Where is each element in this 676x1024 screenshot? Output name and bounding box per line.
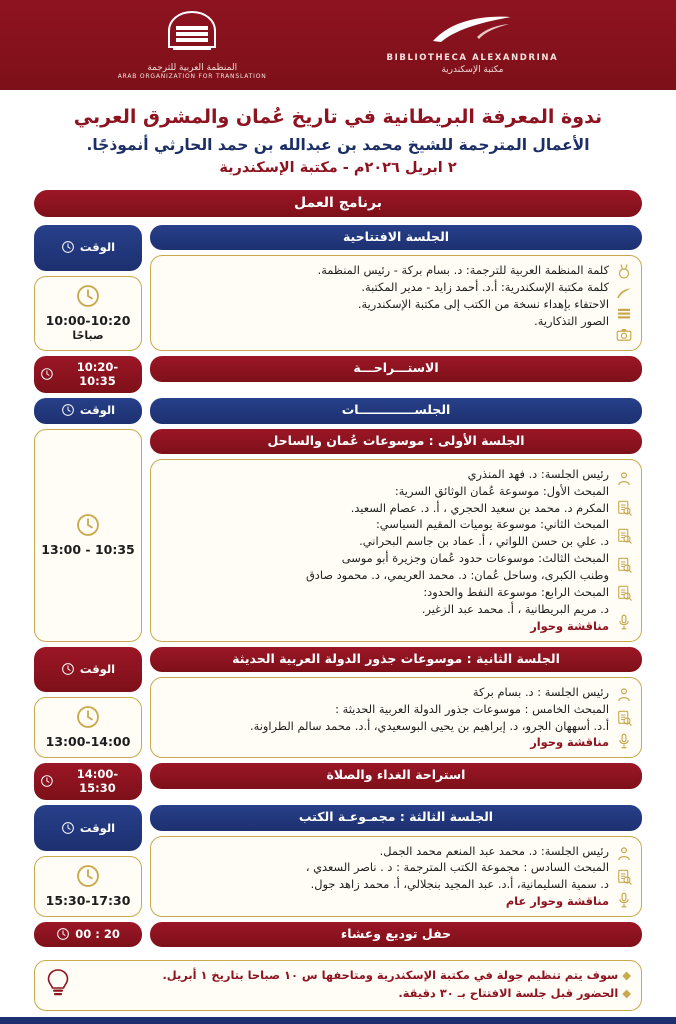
time-label-bar <box>34 647 142 693</box>
aot-name-en: ARAB ORGANIZATION FOR TRANSLATION <box>117 72 267 80</box>
chair-icon <box>615 845 633 863</box>
schedule-row <box>34 398 642 423</box>
time-value-panel <box>34 429 142 642</box>
session-lines <box>159 684 609 752</box>
schedule-row-time <box>34 763 142 800</box>
session-line: كلمة المنظمة العربية للترجمة: د. بسام بركة - رئيس المنظمة. <box>317 263 609 278</box>
schedule-row-time <box>34 647 142 759</box>
lightbulb-icon <box>45 968 71 1002</box>
bibliotheca-name-ar: مكتبة الإسكندرية <box>441 65 504 75</box>
event-date-venue: ٢ ابريل ٢٠٢٦م - مكتبة الإسكندرية <box>219 160 457 177</box>
clock-icon <box>75 512 101 538</box>
clock-icon <box>61 662 75 676</box>
logo-arab-organization-for-translation <box>118 11 267 80</box>
session-details-panel <box>150 677 642 759</box>
time-value-panel <box>34 697 142 758</box>
session-line: الاحتفاء بإهداء نسخة من الكتب إلى مكتبة الإسكندرية. <box>357 297 609 312</box>
arab-organization-icon <box>163 11 221 57</box>
schedule-row <box>34 763 642 800</box>
schedule-row-time <box>34 356 142 393</box>
schedule-row-time <box>34 398 142 423</box>
clock-icon <box>61 240 75 254</box>
aot-name-ar: المنظمة العربية للترجمة <box>147 62 238 73</box>
time-value: 10:00-10:20 صباحًا <box>45 312 131 343</box>
schedule-row-content <box>150 805 642 917</box>
schedule-row <box>34 225 642 351</box>
schedule-row-time <box>34 429 142 642</box>
session-line: أ.د. أسههان الجرو، د. إبراهيم بن يحيى البوسعيدي، أ.د. محمد سالم الطراونة. <box>250 718 609 733</box>
session-line: المكرم د. محمد بن سعيد الحجري ، أ. د. عصام السعيد. <box>350 500 609 515</box>
program-banner: برنامج العمل <box>34 190 642 217</box>
clock-icon <box>40 367 54 381</box>
poster-header <box>0 0 676 90</box>
schedule-row-content <box>150 429 642 642</box>
session-line: مناقشة وحوار <box>530 735 609 750</box>
schedule-row <box>34 805 642 917</box>
session-line: المبحث الرابع: موسوعة النفط والحدود: <box>423 584 609 599</box>
medal-icon <box>615 263 633 281</box>
doc-icon <box>615 868 633 886</box>
session-line: رئيس الجلسة: د. محمد عبد المنعم محمد الجمل. <box>379 843 609 858</box>
session-line: المبحث الخامس : موسوعات جذور الدولة العربية الحديثة : <box>335 701 609 716</box>
doc-icon <box>615 556 633 574</box>
session-line: د. علي بن حسن اللواتي ، أ. عماد بن جاسم البحراني. <box>359 534 609 549</box>
break-title-bar: استراحة الغداء والصلاة <box>150 763 642 788</box>
time-value-panel <box>34 276 142 352</box>
session-line: رئيس الجلسة: د. فهد المنذري <box>467 466 609 481</box>
break-time-bar <box>34 763 142 800</box>
session-line: المبحث الثالث: موسوعات حدود عُمان وجزيرة أبو موسى <box>341 551 609 566</box>
session-title-bar: الجلسة الافتتاحية <box>150 225 642 250</box>
session-line: كلمة مكتبة الإسكندرية: أ.د. أحمد زايد - مدير المكتبة. <box>361 280 609 295</box>
break-time-bar <box>34 356 142 393</box>
session-line: د. سمية السليمانية، أ.د. عبد المجيد بنجلالي، أ. محمد زاهد جول. <box>310 877 609 892</box>
time-label-bar <box>34 805 142 851</box>
page-title: ندوة المعرفة البريطانية في تاريخ عُمان والمشرق العربي <box>73 106 603 128</box>
note-line: ◆الحضور قبل جلسة الافتتاح بـ ٣٠ دقيقة. <box>398 985 631 1000</box>
session-lines <box>159 262 609 344</box>
session-line: مناقشة وحوار عام <box>505 894 609 909</box>
mic-icon <box>615 613 633 631</box>
schedule-row <box>34 647 642 759</box>
clock-icon <box>56 927 70 941</box>
note-line: ◆سوف يتم تنظيم جولة في مكتبة الإسكندرية ومتاحفها س ١٠ صباحا بتاريخ ١ أبريل. <box>162 968 631 983</box>
time-note: صباحًا <box>72 329 104 343</box>
bibliotheca-name-en: BIBLIOTHECA ALEXANDRINA <box>386 53 559 63</box>
session-title-bar: الجلسة الثالثة : مجمـوعـة الكتب <box>150 805 642 830</box>
time-value: 14:00-15:30 <box>76 767 119 796</box>
doc-icon <box>615 584 633 602</box>
clock-icon <box>75 283 101 309</box>
session-line: المبحث السادس : مجموعة الكتب المترجمة : د . ناصر السعدي ، <box>305 860 609 875</box>
time-value-panel <box>34 856 142 917</box>
chair-icon <box>615 470 633 488</box>
session-icons <box>615 466 633 635</box>
session-line: المبحث الأول: موسوعة عُمان الوثائق السرية: <box>394 483 609 498</box>
poster-footer <box>0 1017 676 1024</box>
session-icons <box>615 843 633 911</box>
time-value: 10:35 - 13:00 <box>41 541 135 557</box>
clock-icon <box>75 863 101 889</box>
schedule-row-content <box>150 763 642 800</box>
schedule <box>0 225 676 956</box>
time-label: الوقت <box>79 820 116 835</box>
session-line: مناقشة وحوار <box>530 618 609 633</box>
session-line: الصور التذكارية. <box>534 313 609 328</box>
time-label: الوقت <box>79 661 116 676</box>
break-title-bar: الاستـــراحـــة <box>150 356 642 381</box>
doc-icon <box>615 709 633 727</box>
time-value: 15:30-17:30 <box>45 893 131 909</box>
title-area <box>0 90 676 184</box>
notes-text <box>79 967 631 1002</box>
schedule-row-content <box>150 647 642 759</box>
schedule-row-time <box>34 922 142 947</box>
logo-bibliotheca-alexandrina <box>387 15 559 75</box>
schedule-row-content <box>150 356 642 393</box>
sessions-group-header: الجلســـــــــــــات <box>150 398 642 423</box>
schedule-row-time <box>34 805 142 917</box>
session-lines <box>159 466 609 635</box>
session-line: د. مريم البريطانية ، أ. محمد عبد الزغير. <box>421 601 609 616</box>
clock-icon <box>61 821 75 835</box>
session-line: المبحث الثاني: موسوعة يوميات المقيم السياسي: <box>375 517 609 532</box>
schedule-row <box>34 429 642 642</box>
clock-icon <box>40 774 54 788</box>
session-icons <box>615 262 633 344</box>
session-details-panel <box>150 836 642 918</box>
note-text: سوف يتم تنظيم جولة في مكتبة الإسكندرية ومتاحفها س ١٠ صباحا بتاريخ ١ أبريل. <box>162 968 619 983</box>
books-icon <box>615 305 633 323</box>
session-details-panel <box>150 255 642 351</box>
time-value: 20 : 00 <box>75 927 120 942</box>
doc-icon <box>615 499 633 517</box>
time-value: 10:20-10:35 <box>76 360 119 389</box>
session-title-bar: الجلسة الثانية : موسوعات جذور الدولة العربية الحديثة <box>150 647 642 672</box>
clock-icon <box>61 403 75 417</box>
time-label: الوقت <box>79 240 116 255</box>
session-line: رئيس الجلسة : د. بسام بركة <box>472 684 609 699</box>
chair-icon <box>615 686 633 704</box>
skyline-graphic <box>0 1017 676 1024</box>
session-icons <box>615 684 633 752</box>
session-details-panel <box>150 459 642 642</box>
schedule-row-time <box>34 225 142 351</box>
doc-icon <box>615 527 633 545</box>
page-subtitle: الأعمال المترجمة للشيخ محمد بن عبدالله بن حمد الحارثي أنموذجًا. <box>86 135 590 154</box>
time-label-bar <box>34 225 142 271</box>
session-line: وطنب الكبرى، وساحل عُمان: د. محمد العريمي، د. محمود صادق <box>305 568 609 583</box>
schedule-row-content <box>150 225 642 351</box>
schedule-row <box>34 922 642 947</box>
mic-icon <box>615 732 633 750</box>
time-label: الوقت <box>79 403 116 418</box>
bibliotheca-alexandrina-icon <box>429 15 515 49</box>
camera-icon <box>615 326 633 344</box>
schedule-row-content <box>150 398 642 423</box>
clock-icon <box>75 704 101 730</box>
break-title-bar: حفل توديع وعشاء <box>150 922 642 947</box>
break-time-bar <box>34 922 142 947</box>
library-icon <box>615 284 633 302</box>
mic-icon <box>615 891 633 909</box>
notes-box <box>34 960 642 1010</box>
time-value: 13:00-14:00 <box>45 734 131 750</box>
session-title-bar: الجلسة الأولى : موسوعات عُمان والساحل <box>150 429 642 454</box>
schedule-row-content <box>150 922 642 947</box>
note-text: الحضور قبل جلسة الافتتاح بـ ٣٠ دقيقة. <box>398 985 619 1000</box>
time-label-bar <box>34 398 142 423</box>
session-lines <box>159 843 609 911</box>
schedule-row <box>34 356 642 393</box>
